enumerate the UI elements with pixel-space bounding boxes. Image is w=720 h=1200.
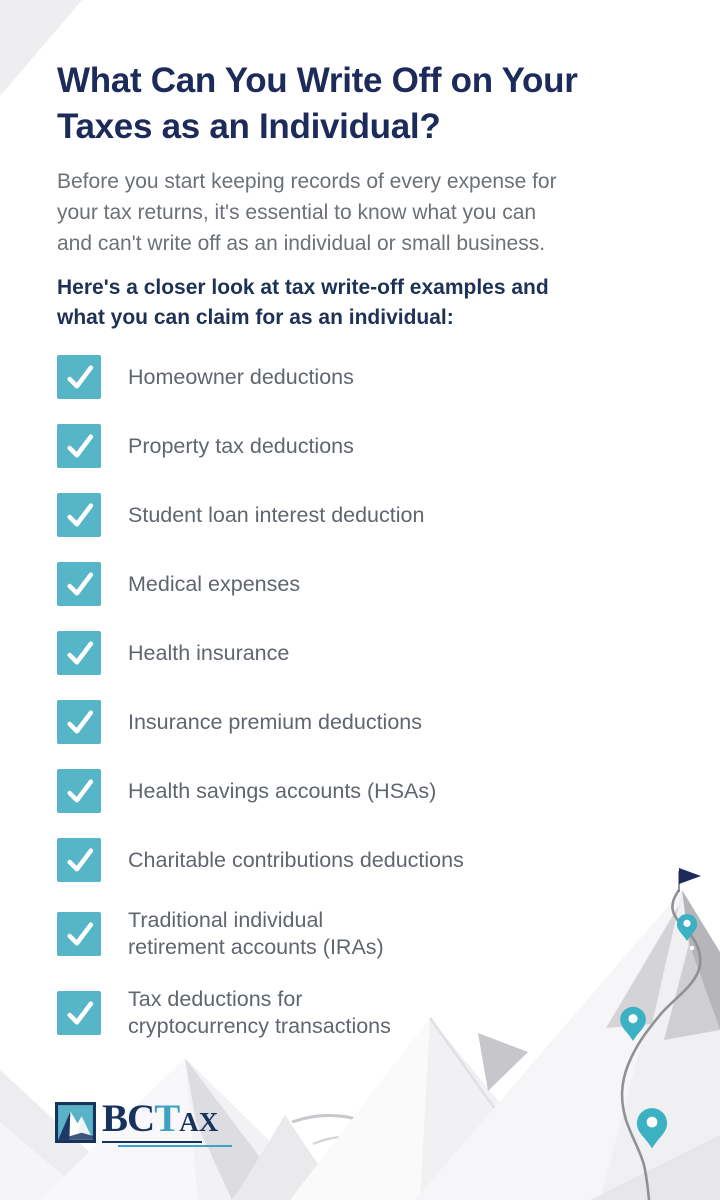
checkbox — [57, 991, 101, 1035]
checklist-item — [57, 700, 670, 744]
logo-text — [100, 1096, 224, 1148]
checklist-item-label: Property tax deductions — [128, 433, 354, 458]
tax-writeoff-checklist — [57, 355, 670, 1040]
checkbox — [57, 838, 101, 882]
checklist-item-label: Health savings accounts (HSAs) — [128, 778, 437, 803]
intro-line: your tax returns, it's essential to know what you can — [57, 201, 537, 224]
checklist-item — [57, 907, 670, 961]
checklist-item — [57, 562, 670, 606]
checklist-item-label: Health insurance — [128, 640, 290, 665]
checklist-item-label: Medical expenses — [128, 571, 301, 596]
checkbox — [57, 769, 101, 813]
checkbox — [57, 493, 101, 537]
checkmark-icon — [64, 638, 95, 669]
checklist-item — [57, 986, 670, 1040]
checkbox — [57, 912, 101, 956]
checkbox — [57, 355, 101, 399]
checklist-item-label: Student loan interest deduction — [128, 502, 425, 527]
checklist-item-label: Homeowner deductions — [128, 364, 354, 389]
checkbox — [57, 631, 101, 675]
subheading-line: what you can claim for as an individual: — [57, 306, 454, 329]
checklist-item — [57, 769, 670, 813]
checklist-item-label: Traditional individual retirement accounts (IRAs) — [128, 908, 384, 959]
logo-text-ax: AX — [179, 1107, 219, 1137]
logo-mountain-icon — [55, 1102, 96, 1143]
checkbox — [57, 562, 101, 606]
checkmark-icon — [64, 362, 95, 393]
checkmark-icon — [64, 500, 95, 531]
checklist-item-label: Insurance premium deductions — [128, 709, 422, 734]
intro-line: and can't write off as an individual or small business. — [57, 232, 546, 255]
checkbox — [57, 700, 101, 744]
checklist-item-label: Tax deductions for cryptocurrency transactions — [128, 987, 391, 1038]
checklist-item — [57, 355, 670, 399]
checkmark-icon — [64, 776, 95, 807]
bctax-logo — [55, 1096, 224, 1148]
checkmark-icon — [64, 919, 95, 950]
page-title-line2: Taxes as an Individual? — [57, 107, 441, 146]
checklist-item — [57, 631, 670, 675]
checklist-item-label: Charitable contributions deductions — [128, 847, 464, 872]
checklist-item — [57, 424, 670, 468]
checkmark-icon — [64, 707, 95, 738]
section-subheading — [57, 273, 670, 333]
logo-text-t: T — [154, 1097, 180, 1140]
intro-paragraph — [57, 166, 670, 259]
checklist-item — [57, 838, 670, 882]
page-title — [57, 58, 670, 150]
checklist-item — [57, 493, 670, 537]
subheading-line: Here's a closer look at tax write-off examples and — [57, 276, 549, 299]
checkmark-icon — [64, 998, 95, 1029]
checkmark-icon — [64, 431, 95, 462]
checkbox — [57, 424, 101, 468]
checkmark-icon — [64, 845, 95, 876]
logo-text-bc: BC — [102, 1097, 155, 1140]
intro-line: Before you start keeping records of every expense for — [57, 170, 557, 193]
logo-underline-teal — [118, 1145, 232, 1148]
checkmark-icon — [64, 569, 95, 600]
logo-underline-navy — [102, 1141, 202, 1144]
page-title-line1: What Can You Write Off on Your — [57, 61, 578, 100]
